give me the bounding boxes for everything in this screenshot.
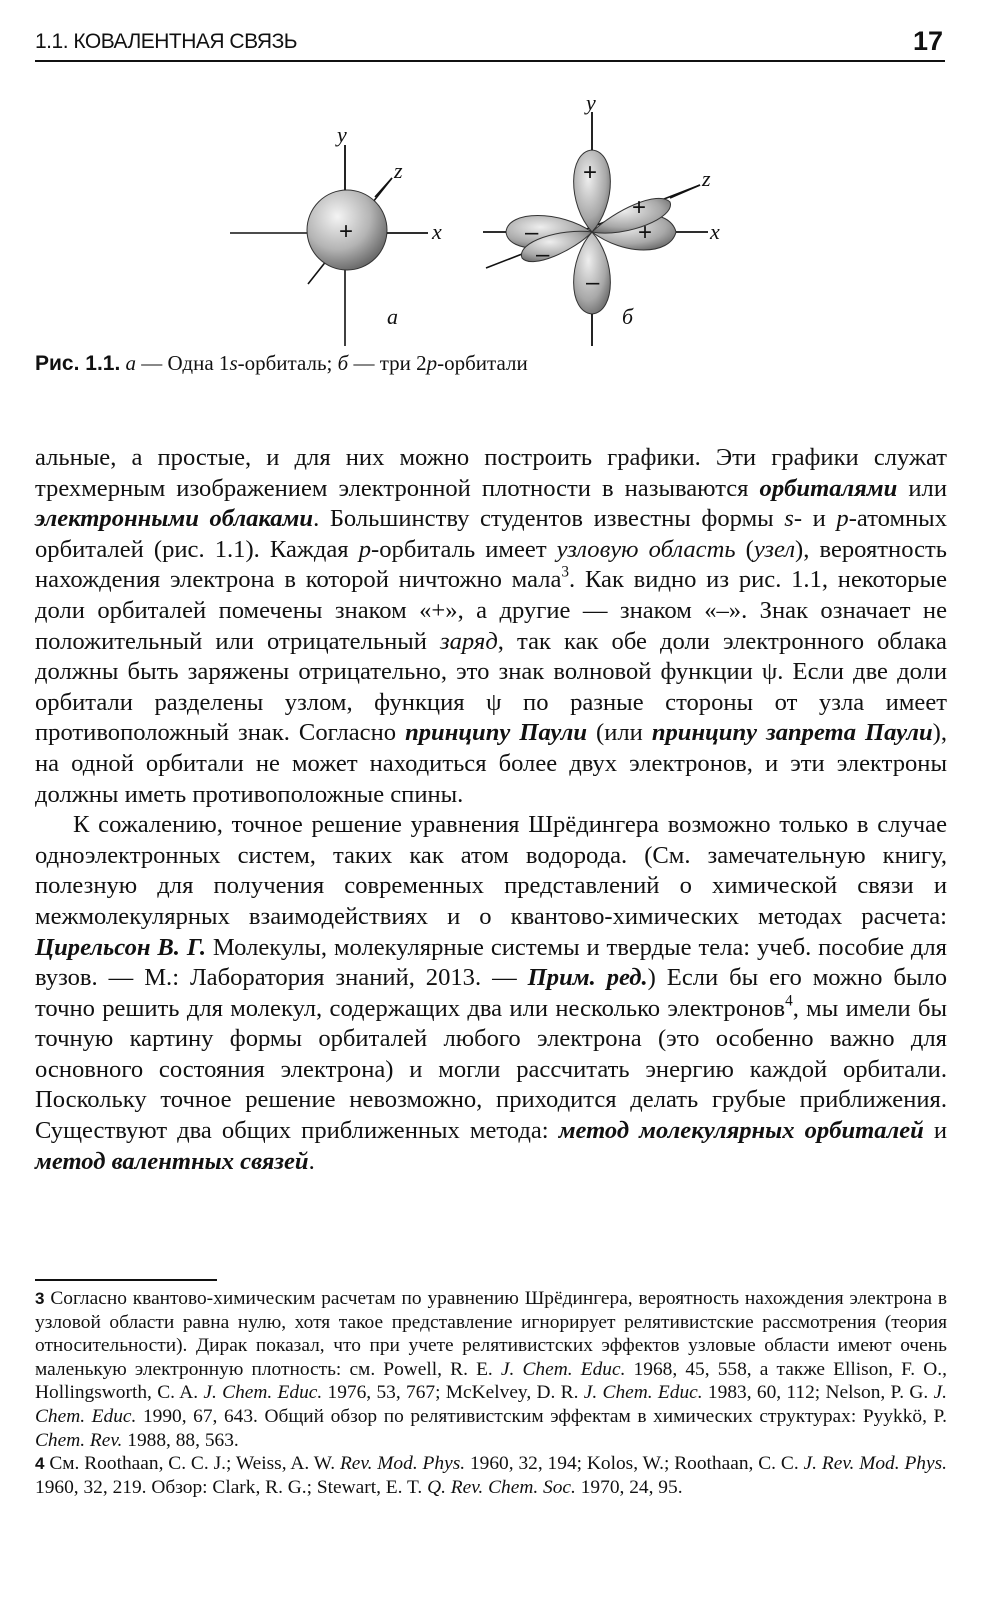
term-orbitals: орбиталями — [759, 474, 898, 502]
main-text — [35, 443, 947, 1177]
footnote-3-mark: 3 — [35, 1289, 45, 1308]
footnote-4-mark: 4 — [35, 1454, 45, 1474]
figure-orbitals — [230, 90, 750, 348]
term-pauli-exclusion: принципу запрета Паули — [651, 719, 933, 747]
plus-sign-s: + — [339, 218, 354, 245]
term-nodal-region: узловую область — [556, 535, 736, 563]
plus-sign-front: + — [632, 194, 647, 221]
caption-part-b-end: -орбитали — [437, 351, 528, 375]
editor-note: Прим. ред. — [527, 964, 648, 992]
axis-x-label-b: x — [710, 219, 720, 244]
minus-sign-back: – — [536, 241, 550, 268]
axis-y-label-a: y — [337, 122, 347, 147]
axis-z-label-a: z — [394, 158, 403, 183]
term-pauli-principle: принципу Паули — [405, 719, 587, 747]
label-b: б — [622, 304, 634, 329]
orbitals-illustration — [230, 90, 750, 348]
footnote-ref-3[interactable]: 3 — [561, 563, 570, 581]
caption-part-a-text: — Одна 1 — [136, 351, 230, 375]
footnote-divider — [35, 1279, 217, 1281]
term-vb-method: метод валентных связей — [35, 1147, 309, 1175]
s-orbital-diagram — [230, 122, 442, 346]
axis-x-label-a: x — [432, 219, 442, 244]
axis-z-label-b: z — [702, 166, 711, 191]
page-number: 17 — [912, 26, 943, 56]
footnote-3: 3 Согласно квантово-химическим расчетам по уравнению Шрёдингера, вероятность нахождения электрона в узловой области равна нулю, хотя такое представление игнорирует релятивистские рассмотрения (теория относительности). Дирак показал, что при учете релятивистских эффектов узловые области имеют очень маленькую электронную плотность: см. Powell, R. E. J. Chem. Educ. 1968, 45, 558, а также Ellison, F. O., Hollingsworth, C. A. J. Chem. Educ. 1976, 53, 767; McKelvey, D. R. J. Chem. Educ. 1983, 60, 112; Nelson, P. G. J. Chem. Educ. 1990, 67, 643. Общий обзор по релятивистским эффектам в химических структурах: Pyykkö, P. Chem. Rev. 1988, 88, 563. — [35, 1288, 947, 1451]
term-electron-clouds: электронными облаками — [35, 505, 314, 533]
plus-sign-right: + — [638, 219, 653, 246]
caption-p-symbol: p — [426, 351, 438, 375]
caption-s-symbol: s — [229, 351, 238, 375]
caption-part-a-end: -орбиталь; — [237, 351, 338, 375]
caption-part-a-letter: а — [125, 351, 137, 375]
plus-sign-top: + — [583, 159, 598, 186]
footnotes — [35, 1287, 947, 1499]
caption-part-b-text: — три 2 — [348, 351, 427, 375]
figure-caption — [35, 351, 945, 376]
term-mo-method: метод молекулярных орбиталей — [558, 1117, 924, 1145]
axis-y-label-b: y — [586, 90, 596, 115]
paragraph-1: альные, а простые, и для них можно построить графики. Эти графики служат трехмерным изображением электронной плотности в называются орбиталями или электронными облаками. Большинству студентов известны формы s- и p-атомных орбиталей (рис. 1.1). Каждая p-орбиталь имеет узловую область (узел), вероятность нахождения электрона в которой ничтожно мала$^3$. Как видно из рис. 1.1, некоторые доли орбиталей помечены знаком «+», а другие — знаком «–». Знак означает не положительный или отрицательный заряд, так как обе доли электронного облака должны быть заряжены отрицательно, это знак волновой функции ψ. Если две доли орбитали разделены узлом, функция ψ по разные стороны от узла имеет противоположный знак. Согласно принципу Паули (или принципу запрета Паули), на одной орбитали не может находиться более двух электронов, и эти электроны должны иметь противоположные спины. — [35, 444, 948, 808]
author-tsirelson: Цирельсон В. Г. — [35, 933, 206, 961]
label-a: а — [387, 304, 398, 329]
term-node: узел — [753, 535, 796, 563]
running-header — [35, 26, 945, 62]
minus-sign-left: – — [525, 219, 539, 246]
section-title: 1.1. КОВАЛЕНТНАЯ СВЯЗЬ — [35, 30, 298, 53]
footnote-ref-4[interactable]: 4 — [785, 992, 793, 1010]
caption-part-b-letter: б — [337, 351, 349, 375]
footnote-4: 4 См. Roothaan, C. C. J.; Weiss, A. W. Rev. Mod. Phys. 1960, 32, 194; Kolos, W.; Roothaan, C. C. J. Rev. Mod. Phys. 1960, 32, 219. Обзор: Clark, R. G.; Stewart, E. T. Q. Rev. Chem. Soc. 1970, 24, 95. — [35, 1453, 947, 1498]
minus-sign-bottom: – — [586, 269, 600, 296]
term-charge: заряд — [440, 627, 498, 655]
figure-caption-number: Рис. 1.1. — [35, 352, 121, 375]
p-orbitals-diagram — [483, 90, 720, 346]
paragraph-2: К сожалению, точное решение уравнения Шрёдингера возможно только в случае одноэлектронных систем, таких как атом водорода. (См. замечательную книгу, полезную для получения современных представлений о химической связи и межмолекулярных взаимодействиях и о квантово-химических методах расчета: Цирельсон В. Г. Молекулы, молекулярные системы и твердые тела: учеб. пособие для вузов. — М.: Лаборатория знаний, 2013. — Прим. ред.) Если бы его можно было точно решить для молекул, содержащих два или несколько электронов$^4$, мы имели бы точную картину формы орбиталей любого электрона (это особенно важно для основного состояния электрона) и могли рассчитать энергию каждой орбитали. Поскольку точное решение невозможно, приходится делать грубые приближения. Существуют два общих приближенных метода: метод молекулярных орбиталей и метод валентных связей. — [35, 811, 948, 1175]
